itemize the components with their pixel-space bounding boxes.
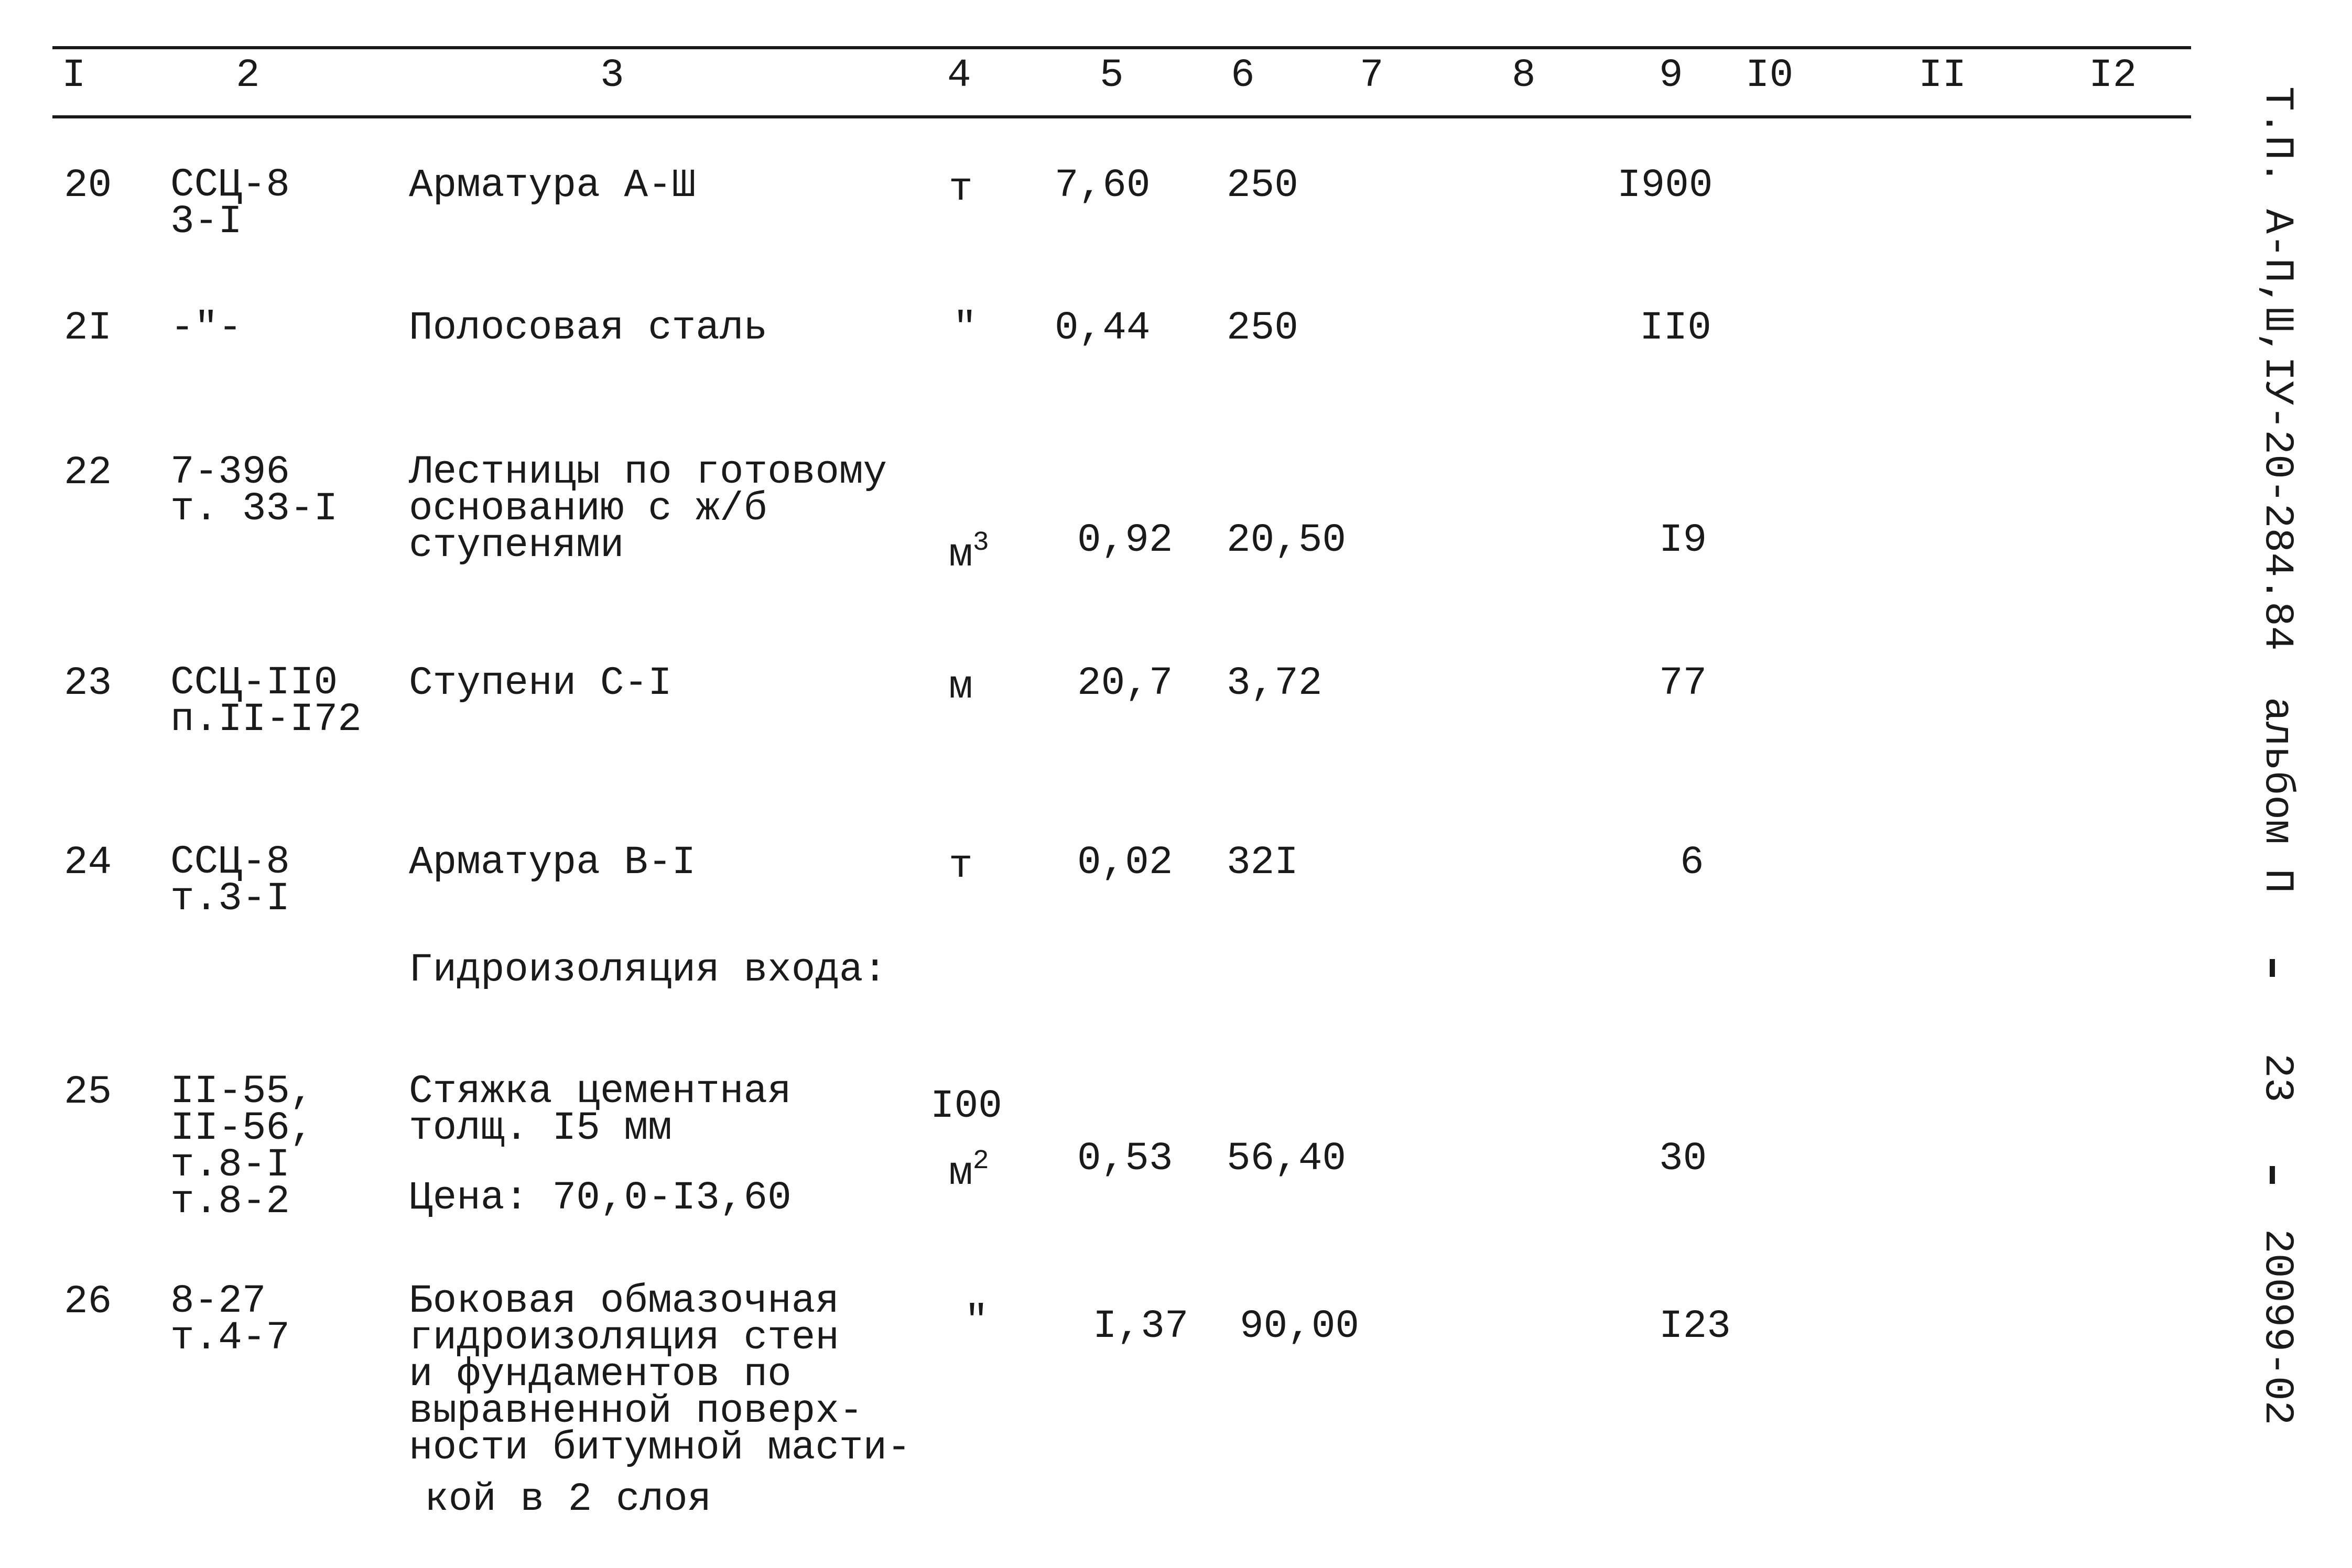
work-name: Полосовая сталь [409, 306, 768, 351]
separator-dash [2270, 959, 2275, 977]
unit [949, 1142, 989, 1196]
column-header-1: I [62, 53, 86, 98]
quantity: 0,53 [1077, 1136, 1173, 1181]
separator-dash [2270, 1166, 2275, 1184]
total-cost: I23 [1659, 1304, 1731, 1349]
document-number: 20099-02 [2254, 1229, 2300, 1425]
table-header-rule [52, 115, 2191, 118]
column-header-5: 5 [1100, 53, 1124, 98]
quantity: 20,7 [1077, 661, 1173, 706]
column-header-3: 3 [600, 53, 624, 98]
unit: " [953, 306, 977, 351]
work-name: Стяжка цементная толщ. I5 мм [409, 1069, 792, 1151]
norm-code: ССЦ-8 3-I [170, 162, 290, 244]
row-number: 24 [64, 840, 112, 885]
work-name: Арматура В-I [409, 840, 696, 885]
unit: т [949, 844, 973, 889]
total-cost: 6 [1680, 840, 1704, 885]
norm-code: ССЦ-II0 п.II-I72 [170, 660, 362, 742]
norm-code: -"- [170, 306, 242, 351]
norm-code: 8-27 т.4-7 [170, 1279, 290, 1360]
unit-price: 56,40 [1227, 1136, 1347, 1181]
unit: м [949, 665, 973, 710]
row-number: 22 [64, 450, 112, 495]
quantity: 0,02 [1077, 840, 1173, 885]
unit-multiplier: I00 [930, 1084, 1002, 1129]
unit-price: 90,00 [1240, 1304, 1360, 1349]
column-header-4: 4 [947, 53, 971, 98]
unit-text: м [949, 1151, 973, 1196]
column-header-7: 7 [1360, 53, 1384, 98]
total-cost: I900 [1617, 163, 1713, 208]
work-name: Ступени С-I [409, 661, 672, 706]
column-header-12: I2 [2089, 53, 2137, 98]
row-number: 2I [64, 306, 112, 351]
album-label: альбом П [2254, 697, 2300, 894]
work-name-last-line: кой в 2 слоя [425, 1477, 712, 1522]
column-header-2: 2 [236, 53, 260, 98]
norm-code: 7-396 т. 33-I [170, 450, 338, 531]
unit-price: 3,72 [1227, 661, 1323, 706]
quantity: I,37 [1093, 1304, 1189, 1349]
column-header-6: 6 [1231, 53, 1255, 98]
norm-code: ССЦ-8 т.3-I [170, 840, 290, 921]
section-heading: Гидроизоляция входа: [409, 948, 887, 993]
unit-price: 250 [1227, 163, 1298, 208]
unit [949, 524, 989, 578]
page-number: 23 [2254, 1053, 2300, 1103]
column-header-10: I0 [1746, 53, 1794, 98]
column-header-9: 9 [1659, 53, 1683, 98]
document-code: Т.П. А-П,Ш,IУ-20-284.84 [2254, 86, 2300, 651]
unit-price: 20,50 [1227, 518, 1347, 563]
unit-price: 250 [1227, 306, 1298, 351]
column-header-8: 8 [1512, 53, 1536, 98]
total-cost: I9 [1659, 518, 1707, 563]
total-cost: II0 [1640, 306, 1711, 351]
unit-superscript: 3 [972, 527, 989, 558]
total-cost: 30 [1659, 1136, 1707, 1181]
quantity: 0,92 [1077, 518, 1173, 563]
work-name: Арматура А-Ш [409, 163, 696, 208]
norm-code: II-55, II-56, т.8-I т.8-2 [170, 1069, 314, 1224]
quantity: 0,44 [1055, 306, 1151, 351]
total-cost: 77 [1659, 661, 1707, 706]
column-header-11: II [1919, 53, 1967, 98]
price-note: Цена: 70,0-I3,60 [409, 1175, 792, 1221]
unit-price: 32I [1227, 840, 1298, 885]
row-number: 26 [64, 1279, 112, 1324]
row-number: 23 [64, 661, 112, 706]
unit-superscript: 2 [972, 1146, 989, 1177]
unit-text: м [949, 532, 973, 578]
work-name: Лестницы по готовому основанию с ж/б ступенями [409, 450, 887, 568]
quantity: 7,60 [1055, 163, 1151, 208]
row-number: 25 [64, 1070, 112, 1115]
unit: т [949, 167, 973, 212]
work-name: Боковая обмазочная гидроизоляция стен и фундаментов по выравненной поверх- ности битумной масти- [409, 1279, 911, 1471]
table-top-rule [52, 46, 2191, 49]
unit: " [964, 1299, 989, 1344]
row-number: 20 [64, 163, 112, 208]
